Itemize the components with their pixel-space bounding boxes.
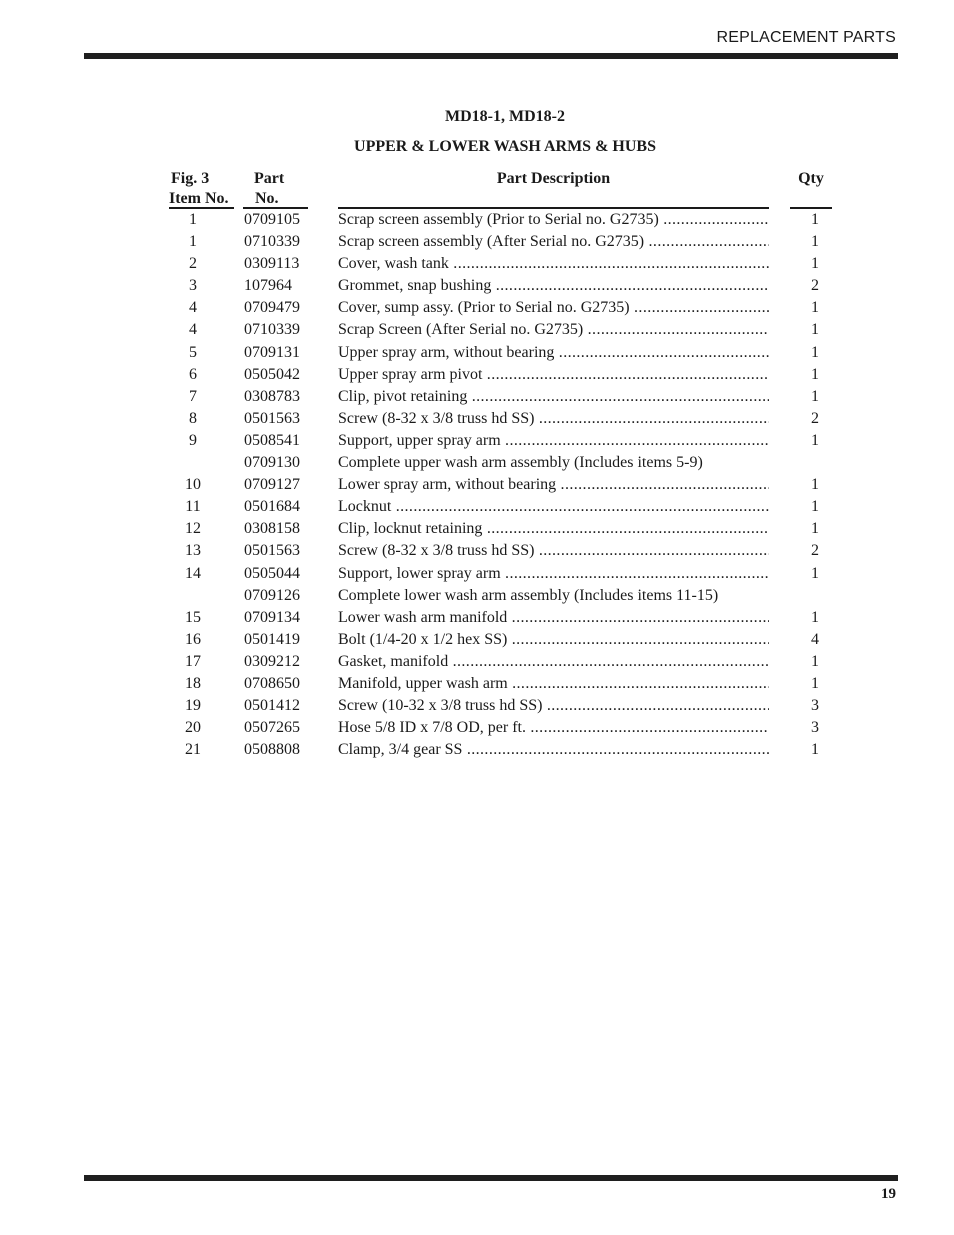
description-cell: Lower wash arm manifold ..... [338, 607, 769, 629]
table-row [0, 563, 954, 585]
description-cell: Screw (8-32 x 3/8 truss hd SS) ..... [338, 540, 769, 562]
qty-cell: 1 [811, 741, 819, 759]
item-number-cell: 3 [189, 277, 197, 295]
qty-cell: 1 [811, 387, 819, 405]
part-number-cell: 0501412 [244, 697, 300, 715]
description-cell: Cover, sump assy. (Prior to Serial no. G2735) ..... [338, 297, 769, 319]
part-number-cell: 0708650 [244, 674, 300, 692]
item-number-cell: 14 [185, 564, 201, 582]
item-number-cell: 1 [189, 211, 197, 228]
qty-cell: 3 [811, 697, 819, 715]
table-row [0, 717, 954, 739]
item-number-cell: 5 [189, 343, 197, 361]
qty-cell: 2 [811, 277, 819, 295]
item-number-cell: 12 [185, 520, 201, 538]
item-number-cell: 13 [185, 542, 201, 560]
qty-cell: 1 [811, 211, 819, 228]
item-number-cell: 10 [185, 476, 201, 494]
item-number-cell: 7 [189, 387, 197, 405]
part-number-cell: 0501419 [244, 630, 300, 648]
column-header-part [243, 169, 284, 209]
item-number-cell: 16 [185, 630, 201, 648]
table-row [0, 231, 954, 253]
description-cell: Gasket, manifold ..... [338, 651, 769, 673]
description-cell: Clamp, 3/4 gear SS ..... [338, 739, 769, 761]
qty-cell: 2 [811, 409, 819, 427]
item-number-cell: 2 [189, 255, 197, 273]
part-number-cell: 0501684 [244, 498, 300, 516]
part-number-cell: 0308158 [244, 520, 300, 538]
item-number-cell: 4 [189, 299, 197, 317]
parts-table [0, 209, 954, 761]
part-number-cell: 0501563 [244, 542, 300, 560]
column-header-item-line2: Item No. [169, 190, 229, 207]
table-row [0, 695, 954, 717]
description-cell: Screw (10-32 x 3/8 truss hd SS) ..... [338, 695, 769, 717]
part-number-cell: 0709105 [244, 211, 300, 228]
description-cell: Cover, wash tank ..... [338, 253, 769, 275]
description-cell: Complete upper wash arm assembly (Includes items 5-9) [338, 454, 703, 472]
item-number-cell: 20 [185, 719, 201, 737]
column-header-item-line1: Fig. 3 [171, 170, 210, 187]
description-cell: Bolt (1/4-20 x 1/2 hex SS) ..... [338, 629, 769, 651]
part-number-cell: 0505044 [244, 564, 300, 582]
description-cell: Scrap screen assembly (After Serial no. G2735) ..... [338, 231, 769, 253]
page-number: 19 [881, 1186, 896, 1202]
part-number-cell: 0709131 [244, 343, 300, 361]
qty-cell: 2 [811, 542, 819, 560]
description-cell: Manifold, upper wash arm ..... [338, 673, 769, 695]
part-number-cell: 0709134 [244, 608, 300, 626]
qty-cell: 1 [811, 564, 819, 582]
part-number-cell: 0505042 [244, 365, 300, 383]
qty-cell: 1 [811, 321, 819, 339]
column-header-item [169, 169, 235, 209]
description-cell: Hose 5/8 ID x 7/8 OD, per ft. ..... [338, 717, 769, 739]
header-rule [84, 53, 898, 59]
part-number-cell: 0308783 [244, 387, 300, 405]
description-cell: Upper spray arm, without bearing ..... [338, 342, 769, 364]
table-row [0, 452, 954, 474]
part-number-cell: 0501563 [244, 409, 300, 427]
item-number-cell: 9 [189, 431, 197, 449]
description-cell: Scrap Screen (After Serial no. G2735) ..... [338, 319, 769, 341]
item-number-cell: 18 [185, 674, 201, 692]
table-row [0, 651, 954, 673]
description-cell: Support, upper spray arm ..... [338, 430, 769, 452]
part-number-cell: 0710339 [244, 321, 300, 339]
item-number-cell: 21 [185, 741, 201, 759]
table-row [0, 540, 954, 562]
qty-cell: 1 [811, 299, 819, 317]
column-header-part-line1: Part [254, 170, 285, 187]
part-number-cell: 0709130 [244, 454, 300, 472]
table-row [0, 297, 954, 319]
qty-cell: 1 [811, 233, 819, 251]
table-row [0, 319, 954, 341]
part-number-cell: 0709126 [244, 586, 300, 604]
qty-cell: 1 [811, 476, 819, 494]
qty-cell: 1 [811, 365, 819, 383]
table-row [0, 496, 954, 518]
item-number-cell: 1 [189, 233, 197, 251]
part-number-cell: 0508541 [244, 431, 300, 449]
qty-cell: 1 [811, 520, 819, 538]
description-cell: Clip, locknut retaining ..... [338, 518, 769, 540]
table-row [0, 739, 954, 761]
part-number-cell: 0508808 [244, 741, 300, 759]
description-cell: Clip, pivot retaining ..... [338, 386, 769, 408]
column-header-part-line2: No. [255, 190, 279, 207]
table-row [0, 629, 954, 651]
description-cell: Complete lower wash arm assembly (Includes items 11-15) [338, 586, 719, 604]
table-row [0, 518, 954, 540]
description-cell: Screw (8-32 x 3/8 truss hd SS) ..... [338, 408, 769, 430]
description-cell: Locknut ..... [338, 496, 769, 518]
table-row [0, 253, 954, 275]
model-title: MD18-1, MD18-2 [445, 108, 565, 125]
column-header-description: Part Description [496, 170, 611, 187]
item-number-cell: 8 [189, 409, 197, 427]
section-title: UPPER & LOWER WASH ARMS & HUBS [354, 138, 656, 155]
qty-cell: 4 [811, 630, 819, 648]
qty-cell: 1 [811, 431, 819, 449]
description-cell: Upper spray arm pivot ..... [338, 364, 769, 386]
table-row [0, 209, 954, 231]
part-number-cell: 0709127 [244, 476, 300, 494]
table-row [0, 408, 954, 430]
description-cell: Grommet, snap bushing ..... [338, 275, 769, 297]
part-number-cell: 0309212 [244, 652, 300, 670]
part-number-cell: 0309113 [244, 255, 300, 273]
part-number-cell: 0709479 [244, 299, 300, 317]
table-row [0, 386, 954, 408]
item-number-cell: 4 [189, 321, 197, 339]
qty-cell: 1 [811, 255, 819, 273]
item-number-cell: 11 [185, 498, 201, 516]
table-row [0, 585, 954, 607]
part-number-cell: 0507265 [244, 719, 300, 737]
item-number-cell: 19 [185, 697, 201, 715]
footer-rule [84, 1175, 898, 1181]
item-number-cell: 6 [189, 365, 197, 383]
qty-cell: 1 [811, 343, 819, 361]
description-cell: Support, lower spray arm ..... [338, 563, 769, 585]
qty-cell: 1 [811, 608, 819, 626]
column-header-qty: Qty [798, 170, 824, 187]
part-number-cell: 0710339 [244, 233, 300, 251]
table-row [0, 430, 954, 452]
section-label: REPLACEMENT PARTS [716, 29, 896, 46]
item-number-cell: 17 [185, 652, 201, 670]
qty-cell: 1 [811, 652, 819, 670]
description-cell: Lower spray arm, without bearing ..... [338, 474, 769, 496]
item-number-cell: 15 [185, 608, 201, 626]
table-row [0, 474, 954, 496]
table-row [0, 275, 954, 297]
part-number-cell: 107964 [244, 277, 292, 295]
table-row [0, 364, 954, 386]
table-row [0, 342, 954, 364]
qty-cell: 1 [811, 674, 819, 692]
description-cell: Scrap screen assembly (Prior to Serial no. G2735) ..... [338, 209, 769, 231]
table-row [0, 607, 954, 629]
table-row [0, 673, 954, 695]
qty-cell: 3 [811, 719, 819, 737]
qty-cell: 1 [811, 498, 819, 516]
